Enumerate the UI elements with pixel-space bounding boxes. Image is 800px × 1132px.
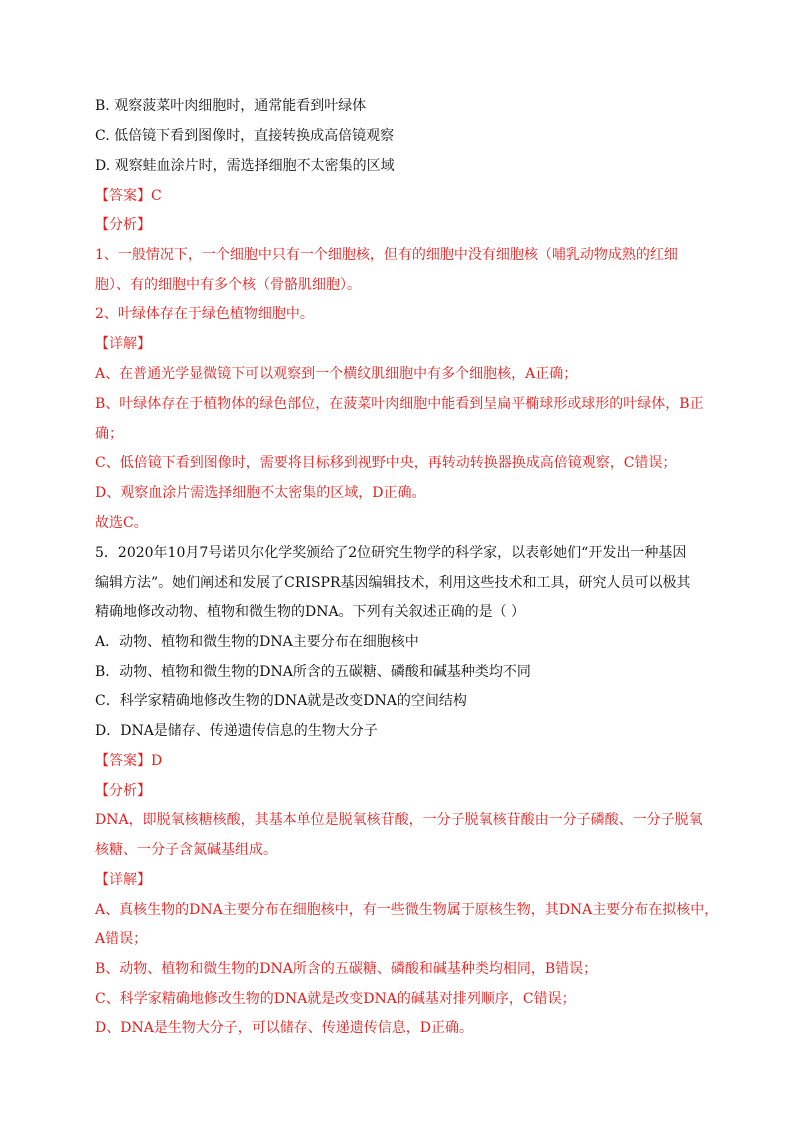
answer-value: D <box>151 753 163 769</box>
q4-analysis-line: 胞）、有的细胞中有多个核（骨骼肌细胞）。 <box>95 277 361 293</box>
q4-detail-line: B、叶绿体存在于植物体的绿色部位，在菠菜叶肉细胞中能看到呈扁平椭球形或球形的叶绿体，B正 <box>95 396 704 412</box>
q5-option-c: C．科学家精确地修改生物的DNA就是改变DNA的空间结构 <box>95 693 467 709</box>
q5-stem-line: 5．2020年10月7号诺贝尔化学奖颁给了2位研究生物学的科学家，以表彰她们“开发出一种基因 <box>95 545 687 561</box>
q4-analysis-line: 2、叶绿体存在于绿色植物细胞中。 <box>95 306 314 322</box>
q5-detail-line: D、DNA是生物大分子，可以储存、传递遗传信息，D正确。 <box>95 1020 474 1036</box>
q5-option-a: A．动物、植物和微生物的DNA主要分布在细胞核中 <box>95 634 419 650</box>
q5-detail-line: B、动物、植物和微生物的DNA所含的五碳糖、磷酸和碱基种类均相同，B错误； <box>95 961 598 977</box>
q5-option-b: B．动物、植物和微生物的DNA所含的五碳糖、磷酸和碱基种类均不同 <box>95 664 531 680</box>
q5-answer <box>95 752 715 770</box>
answer-value: C <box>151 188 162 204</box>
q4-conclusion: 故选C。 <box>95 515 148 531</box>
q4-option-b: B. 观察菠菜叶肉细胞时，通常能看到叶绿体 <box>95 98 367 114</box>
q4-analysis-line: 1、一般情况下，一个细胞中只有一个细胞核，但有的细胞中没有细胞核（哺乳动物成熟的红细 <box>95 247 678 263</box>
q4-detail-label: 【详解】 <box>95 336 151 352</box>
q4-detail-line: C、低倍镜下看到图像时，需要将目标移到视野中央，再转动转换器换成高倍镜观察，C错误； <box>95 455 677 471</box>
q4-option-d: D. 观察蛙血涂片时，需选择细胞不太密集的区域 <box>95 158 395 174</box>
q4-detail-line: D、观察血涂片需选择细胞不太密集的区域，D正确。 <box>95 485 426 501</box>
q5-analysis-label: 【分析】 <box>95 783 151 799</box>
q5-analysis-line: 核糖、一分子含氮碱基组成。 <box>95 842 277 858</box>
q4-detail-line: A、在普通光学显微镜下可以观察到一个横纹肌细胞中有多个细胞核，A正确； <box>95 366 578 382</box>
q4-analysis-label: 【分析】 <box>95 217 151 233</box>
answer-label: 【答案】 <box>95 753 151 769</box>
q5-analysis-line: DNA，即脱氧核糖核酸，其基本单位是脱氧核苷酸，一分子脱氧核苷酸由一分子磷酸、一分子脱氧 <box>95 812 703 828</box>
answer-label: 【答案】 <box>95 188 151 204</box>
q4-answer <box>95 187 715 205</box>
q5-detail-line: C、科学家精确地修改生物的DNA就是改变DNA的碱基对排列顺序，C错误； <box>95 991 576 1007</box>
q4-option-c: C. 低倍镜下看到图像时，直接转换成高倍镜观察 <box>95 128 395 144</box>
q5-stem-line: 精确地修改动物、植物和微生物的DNA。下列有关叙述正确的是（ ） <box>95 604 526 620</box>
q5-stem-line: 编辑方法”。她们阐述和发展了CRISPR基因编辑技术，利用这些技术和工具，研究人员可以极其 <box>95 575 691 591</box>
q5-detail-line: A、真核生物的DNA主要分布在细胞核中，有一些微生物属于原核生物，其DNA主要分布在拟核中， <box>95 902 719 918</box>
q5-detail-label: 【详解】 <box>95 872 151 888</box>
q4-detail-line: 确； <box>95 426 123 442</box>
q5-option-d: D．DNA是储存、传递遗传信息的生物大分子 <box>95 723 378 739</box>
q5-detail-line: A错误； <box>95 931 148 947</box>
